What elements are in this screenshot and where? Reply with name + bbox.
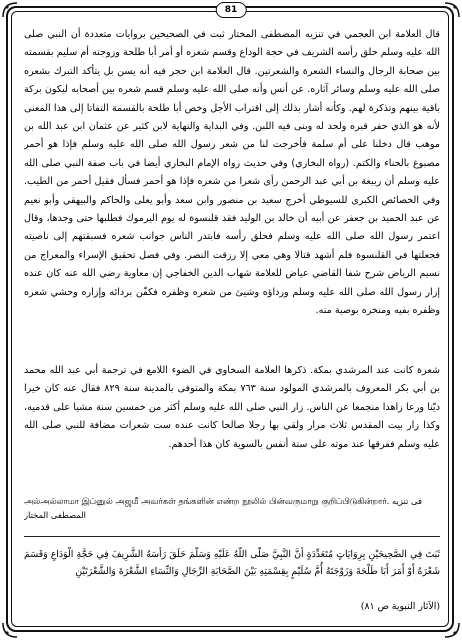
divider — [24, 536, 440, 537]
corner-ornament-icon — [2, 2, 18, 18]
quote-source: (الآثار النبوية ص ٨١) — [360, 601, 440, 612]
body-paragraph: شعرة كانت عند المرشدي بمكة. ذكرها العلامة السخاوي في الضوء اللامع في ترجمة أبي عبد الله محمد بن أبي بكر المعروف بالمرشدي المولود سنة ٧٦٣ بمكة والمتوفى بالمدينة سنة ٨٢٩ فقال عنه كان خيرا ديّنا ورعا زاهدا منجمعا عن الناس. زار النبي صلى الله عليه وسلم أكثر من خمسين سنة مشيا على قدميه، وكذا زار بيت المقدس ثلاث مرار ولقي بها رجلا صالحا كانت عنده ست شعرات مضافة للنبي صلى الله عليه وسلم ففرقها عند موته على ستة أنفس بالسوية كان هذا أحدهم. — [24, 365, 440, 450]
arabic-quote: ثَبَتَ فِي الصَّحِيحَيْنِ بِرِوَايَاتٍ مُتَعَدِّدَةٍ أَنَّ النَّبِيَّ صَلَّى اللَّهُ عَلَيْهِ وَسَلَّمَ حَلَقَ رَأْسَهُ الشَّرِيفَ فِي حَجَّةِ الْوَدَاعِ وَقَسَمَ شَعْرَهُ أَوْ أَمَرَ أَبَا طَلْحَةَ وَزَوْجَتَهُ أُمَّ سُلَيْمٍ بِقِسْمَتِهِ بَيْنَ الصَّحَابَةِ الرِّجَالِ وَالنِّسَاءِ الشَّعْرَةَ وَالشَّعْرَتَيْنِ — [24, 549, 440, 577]
page-number: 81 — [216, 2, 247, 18]
corner-ornament-icon — [444, 2, 460, 18]
body-paragraph: قال العلامة ابن العجمي في تنزيه المصطفى المختار ثبت في الصحيحين بروايات متعددة أن النبي صلى الله عليه وسلم حلق رأسه الشريف في حجة الوداع وقسم شعره أو أمر أبا طلحة وزوجته أم سليم بقسمته بين صحابة الرجال والنساء الشعرة والشعرتين. قال العلامة ابن حجر فيه أنه يسن بل يتأكد التبرك بشعره صلى الله عليه وسلم وسائر آثاره. عن أنس وأنه صلى الله عليه وسلم قسم شعره بين أصحابه ليكون بركة باقية بينهم وتذكرة لهم. وكأنه أشار بذلك إلى اقتراب الأجل وخص أبا طلحة بالقسمة التفاتا إلى هذا المعنى لأنه هو الذي حفر قبره ولحد له وبنى فيه اللبن. وفي البداية والنهاية لابن كثير عن عثمان ابن عبد الله بن موهب قال دخلنا على أم سلمة فأخرجت لنا من شعر رسول الله صلى الله عليه وسلم فإذا هو أحمر مصبوغ بالحناء والكتم. (رواه البخاري) وفي حديث رواه الإمام البخاري أيضا في باب صفة النبي صلى الله عليه وسلم أن ربيعة بن أبي عبد الرحمن رأى شعرا من شعره فإذا هو أحمر فسأل فقيل أحمر من الطيب. وفي الخصائص الكبرى للسيوطي أخرج سعيد بن منصور وابن سعد وأبو يعلى والحاكم والبيهقي وأبو نعيم عن عبد الحميد بن جعفر عن أبيه أن خالد بن الوليد فقد قلنسوة له يوم اليرموك فطلبها حتى وجدها، وقال اعتمر رسول الله صلى الله عليه وسلم فحلق رأسه فابتدر الناس جوانب شعره فسبقتهم إلى ناصيته فجعلتها في القلنسوة فلم أشهد قتالا وهي معي إلا رزقت النصر. وفي فصل تحقيق الإسراء والمعراج من نسيم الرياض شرح شفا القاضي عياض للعلامة شهاب الدين الخفاجي إن معاوية رضي الله عنه كان عنده إزار رسول الله صلى الله عليه وسلم ورداؤه وشيئ من شعره وظفره فكفّن بردائه وإزاره وحشي شعره وظفره بفيه ومنخره بوصية منه. — [24, 29, 440, 317]
page-content — [24, 26, 440, 620]
corner-ornament-icon — [444, 622, 460, 638]
corner-ornament-icon — [2, 622, 18, 638]
tamil-note: அல்அல்லாமா இப்னுல் அஜமீ அவர்கள் தங்களின் எண்ற நூலில் பின்வருமாறு குறிப்பிடுகின்றார். فى تنزيه المصطفى المختار — [24, 496, 422, 520]
